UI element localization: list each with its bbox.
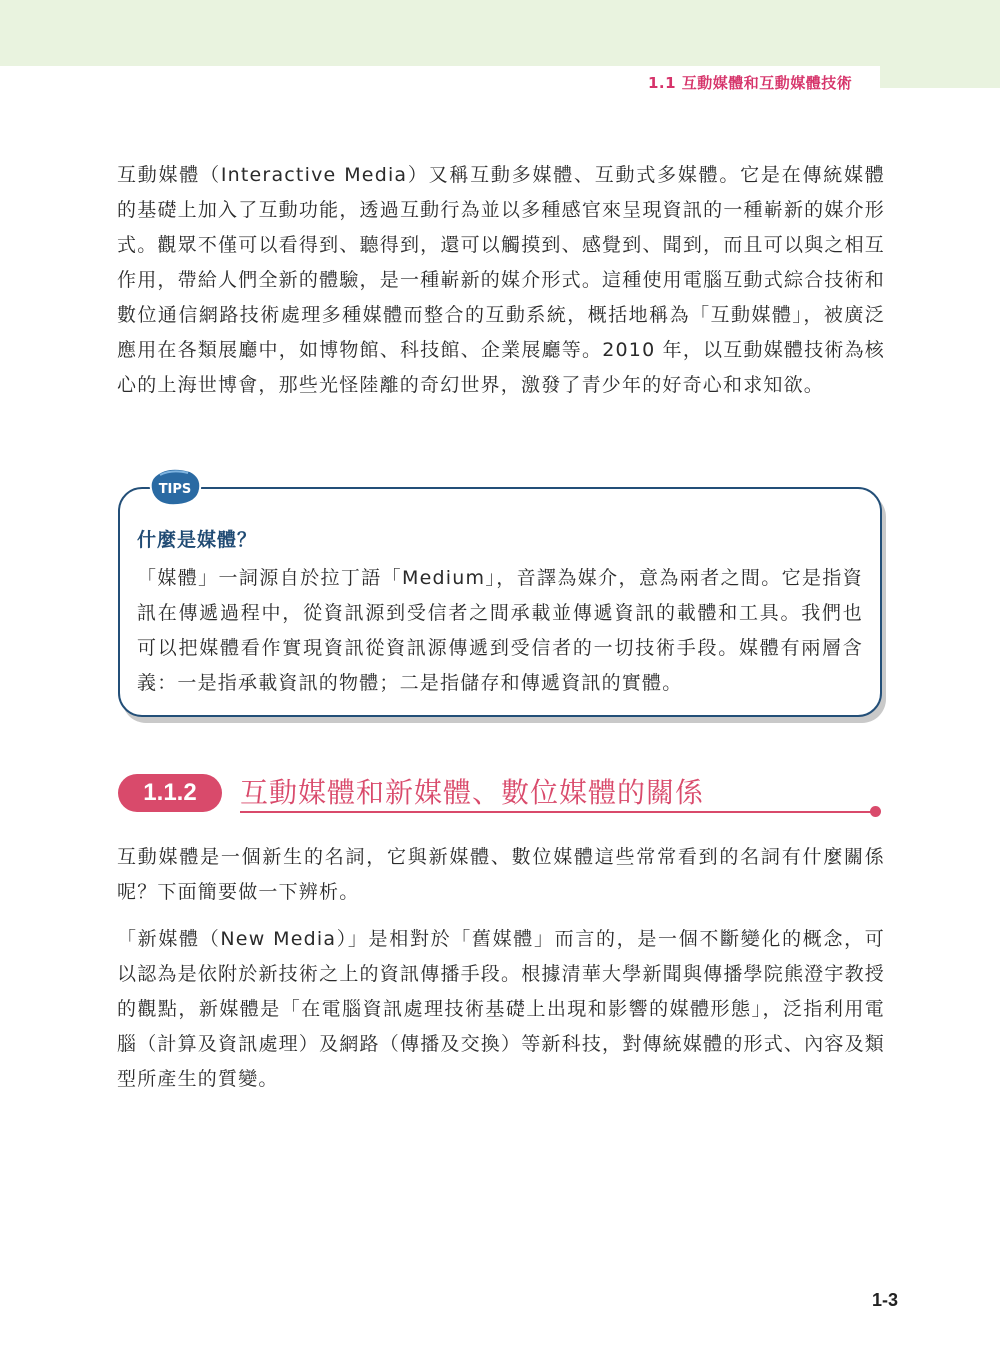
section-title-rule (240, 811, 872, 813)
tips-badge-icon (146, 463, 204, 509)
section-paragraph-1: 互動媒體是一個新生的名詞，它與新媒體、數位媒體這些常常看到的名詞有什麼關係呢？下面簡要做一下辨析。 (117, 846, 885, 903)
intro-paragraph: 互動媒體（Interactive Media）又稱互動多媒體、互動式多媒體。它是在傳統媒體的基礎上加入了互動功能，透過互動行為並以多種感官來呈現資訊的一種嶄新的媒介形式。觀眾不僅可以看得到、聽得到，還可以觸摸到、感覺到、聞到，而且可以與之相互作用，帶給人們全新的體驗，是一種嶄新的媒介形式。這種使用電腦互動式綜合技術和數位通信網路技術處理多種媒體而整合的互動系統，概括地稱為「互動媒體」，被廣泛應用在各類展廳中，如博物館、科技館、企業展廳等。2010 年，以互動媒體技術為核心的上海世博會，那些光怪陸離的奇幻世界，激發了青少年的好奇心和求知欲。 (117, 164, 885, 396)
tips-title: 什麼是媒體？ (137, 529, 258, 551)
section-rule-dot (870, 806, 881, 817)
section-paragraph-2: 「新媒體（New Media）」是相對於「舊媒體」而言的，是一個不斷變化的概念，可以認為是依附於新技術之上的資訊傳播手段。根據清華大學新聞與傳播學院熊澄宇教授的觀點，新媒體是「在電腦資訊處理技術基礎上出現和影響的媒體形態」，泛指利用電腦（計算及資訊處理）及網路（傳播及交換）等新科技，對傳統媒體的形式、內容及類型所產生的質變。 (117, 928, 885, 1090)
tips-body: 「媒體」一詞源自於拉丁語「Medium」，音譯為媒介，意為兩者之間。它是指資訊在傳遞過程中，從資訊源到受信者之間承載並傳遞資訊的載體和工具。我們也可以把媒體看作實現資訊從資訊源傳遞到受信者的一切技術手段。媒體有兩層含義：一是指承載資訊的物體；二是指儲存和傳遞資訊的實體。 (137, 567, 863, 694)
page-number: 1-3 (872, 1290, 899, 1310)
header-tab-edge (880, 66, 1000, 88)
top-color-band (0, 0, 1000, 66)
running-head: 1.1 互動媒體和互動媒體技術 (648, 74, 853, 92)
section-title: 互動媒體和新媒體、數位媒體的關係 (240, 776, 705, 809)
tips-badge-label: TIPS (158, 482, 192, 497)
section-number-badge: 1.1.2 (118, 774, 222, 812)
